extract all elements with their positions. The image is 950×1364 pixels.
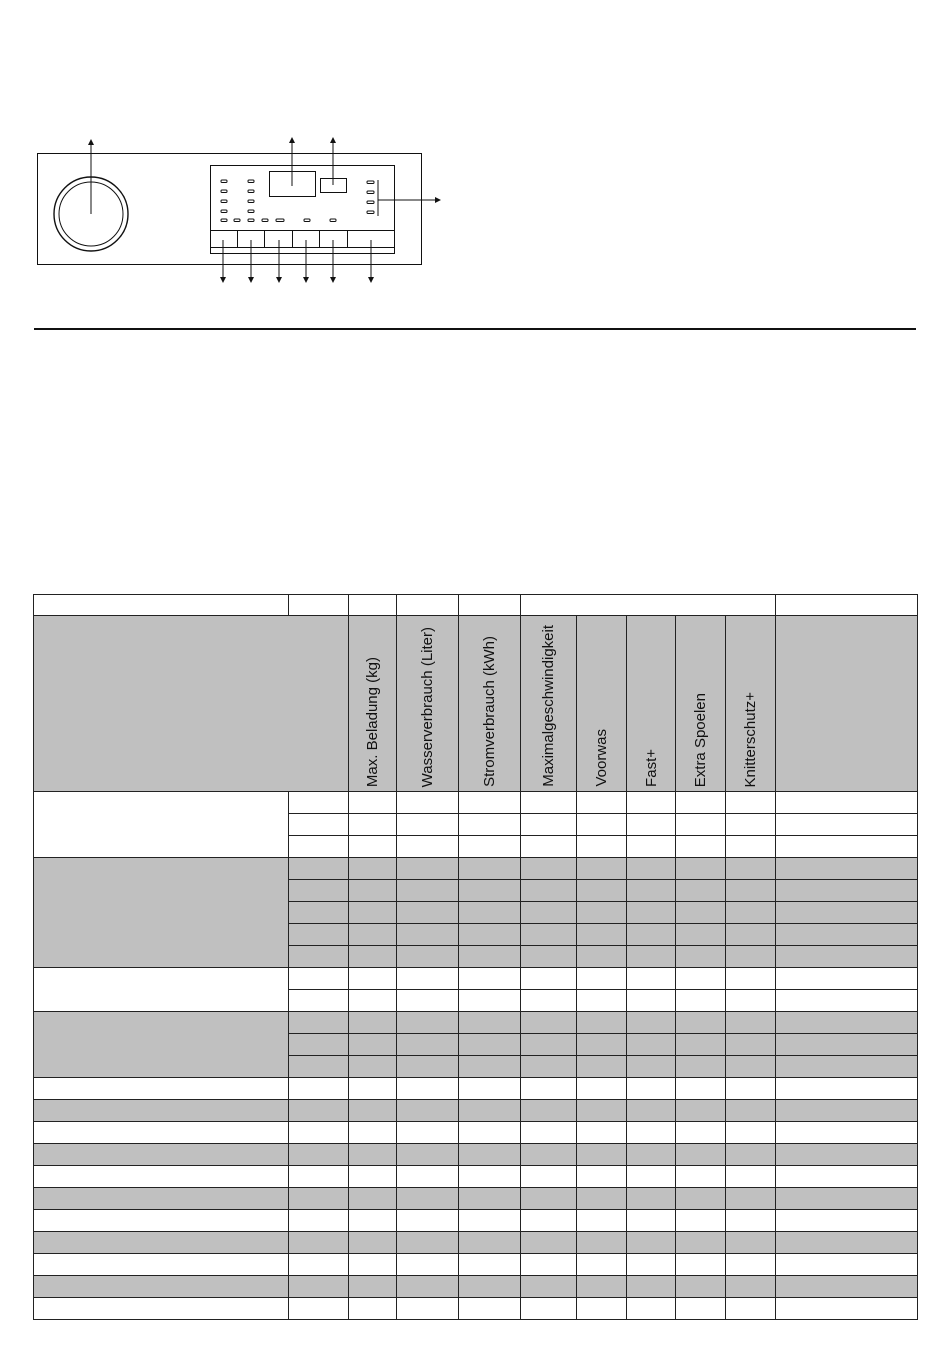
table-cell	[459, 1100, 521, 1122]
table-cell	[627, 1122, 676, 1144]
table-cell	[627, 968, 676, 990]
table-cell	[521, 1056, 577, 1078]
table-cell	[577, 814, 627, 836]
table-cell	[627, 792, 676, 814]
table-cell	[349, 792, 397, 814]
table-cell	[349, 1254, 397, 1276]
program-name-cell	[34, 1100, 289, 1122]
table-cell	[521, 1122, 577, 1144]
table-cell	[776, 1144, 918, 1166]
header-water: Wasserverbrauch (Liter)	[397, 616, 459, 792]
table-cell	[289, 792, 349, 814]
table-cell	[577, 1012, 627, 1034]
table-cell	[397, 1056, 459, 1078]
table-cell	[521, 880, 577, 902]
table-cell	[459, 1188, 521, 1210]
table-cell	[726, 1100, 776, 1122]
table-cell	[397, 1166, 459, 1188]
program-name-cell	[34, 1298, 289, 1320]
table-cell	[459, 946, 521, 968]
table-row	[34, 792, 918, 814]
table-cell	[397, 968, 459, 990]
table-cell	[349, 1188, 397, 1210]
table-cell	[577, 1298, 627, 1320]
table-cell	[349, 1166, 397, 1188]
table-cell	[577, 1100, 627, 1122]
table-cell	[349, 1122, 397, 1144]
table-cell	[397, 1144, 459, 1166]
table-cell	[459, 968, 521, 990]
table-cell	[627, 880, 676, 902]
table-cell	[397, 858, 459, 880]
program-name-cell	[34, 1210, 289, 1232]
program-name-cell	[34, 792, 289, 858]
table-cell	[726, 1012, 776, 1034]
table-cell	[676, 946, 726, 968]
table-cell	[676, 836, 726, 858]
table-row	[34, 1166, 918, 1188]
table-row	[34, 1188, 918, 1210]
table-cell	[726, 792, 776, 814]
table-cell	[349, 990, 397, 1012]
table-cell	[776, 990, 918, 1012]
table-cell	[289, 1210, 349, 1232]
table-cell	[676, 1144, 726, 1166]
table-cell	[289, 990, 349, 1012]
table-header-row	[34, 616, 918, 792]
table-row	[34, 1100, 918, 1122]
table-cell	[349, 836, 397, 858]
table-cell	[459, 990, 521, 1012]
table-cell	[676, 1166, 726, 1188]
table-cell	[627, 1166, 676, 1188]
table-cell	[776, 1210, 918, 1232]
table-cell	[289, 1232, 349, 1254]
table-cell	[397, 880, 459, 902]
table-cell	[577, 1078, 627, 1100]
table-cell	[627, 1298, 676, 1320]
table-cell	[349, 924, 397, 946]
table-cell	[349, 858, 397, 880]
table-cell	[289, 1078, 349, 1100]
table-cell	[627, 814, 676, 836]
table-row	[34, 1298, 918, 1320]
table-top-row	[34, 595, 918, 616]
table-row	[34, 968, 918, 990]
header-fast: Fast+	[627, 616, 676, 792]
table-cell	[521, 1078, 577, 1100]
table-cell	[726, 1298, 776, 1320]
table-cell	[776, 1188, 918, 1210]
section-divider	[34, 328, 916, 330]
table-cell	[521, 902, 577, 924]
table-cell	[459, 902, 521, 924]
table-cell	[397, 902, 459, 924]
table-cell	[627, 1276, 676, 1298]
table-cell	[577, 990, 627, 1012]
table-cell	[676, 1034, 726, 1056]
table-cell	[289, 1034, 349, 1056]
table-cell	[397, 1298, 459, 1320]
program-name-cell	[34, 1166, 289, 1188]
table-cell	[397, 1210, 459, 1232]
table-cell	[349, 1210, 397, 1232]
table-cell	[397, 1122, 459, 1144]
table-cell	[776, 1254, 918, 1276]
led-column-middle	[248, 180, 254, 222]
table-cell	[577, 1144, 627, 1166]
table-cell	[726, 1144, 776, 1166]
table-cell	[397, 1078, 459, 1100]
table-cell	[289, 1100, 349, 1122]
table-cell	[726, 1210, 776, 1232]
table-cell	[676, 814, 726, 836]
table-row	[34, 1122, 918, 1144]
table-cell	[627, 836, 676, 858]
table-cell	[577, 902, 627, 924]
table-cell	[459, 1144, 521, 1166]
table-cell	[726, 1188, 776, 1210]
table-cell	[521, 1100, 577, 1122]
table-cell	[577, 1276, 627, 1298]
table-cell	[776, 1166, 918, 1188]
table-cell	[726, 1276, 776, 1298]
program-name-cell	[34, 1254, 289, 1276]
table-cell	[676, 1122, 726, 1144]
table-row	[34, 1144, 918, 1166]
table-cell	[676, 1210, 726, 1232]
program-name-cell	[34, 1276, 289, 1298]
table-cell	[577, 1210, 627, 1232]
table-cell	[577, 1056, 627, 1078]
header-energy: Stromverbrauch (kWh)	[459, 616, 521, 792]
table-row	[34, 1254, 918, 1276]
table-cell	[776, 968, 918, 990]
program-name-cell	[34, 1078, 289, 1100]
table-cell	[726, 1056, 776, 1078]
table-cell	[349, 1144, 397, 1166]
table-cell	[349, 1056, 397, 1078]
table-cell	[521, 1166, 577, 1188]
table-cell	[521, 792, 577, 814]
table-cell	[726, 1232, 776, 1254]
table-cell	[676, 924, 726, 946]
table-cell	[726, 968, 776, 990]
table-cell	[776, 1232, 918, 1254]
display-frame	[211, 166, 395, 254]
table-cell	[776, 1100, 918, 1122]
table-cell	[676, 1100, 726, 1122]
table-cell	[521, 946, 577, 968]
table-cell	[459, 924, 521, 946]
table-cell	[627, 990, 676, 1012]
table-cell	[627, 924, 676, 946]
table-cell	[349, 1298, 397, 1320]
table-cell	[521, 1144, 577, 1166]
table-cell	[397, 1034, 459, 1056]
table-cell	[726, 946, 776, 968]
table-cell	[521, 968, 577, 990]
table-cell	[521, 1276, 577, 1298]
program-name-cell	[34, 1012, 289, 1078]
table-row	[34, 1232, 918, 1254]
table-cell	[289, 858, 349, 880]
table-cell	[676, 1232, 726, 1254]
table-cell	[397, 1012, 459, 1034]
table-cell	[577, 858, 627, 880]
table-cell	[289, 880, 349, 902]
table-cell	[349, 902, 397, 924]
table-cell	[726, 902, 776, 924]
table-cell	[459, 1298, 521, 1320]
table-cell	[289, 1276, 349, 1298]
header-max-load: Max. Beladung (kg)	[349, 616, 397, 792]
table-cell	[397, 990, 459, 1012]
table-cell	[627, 858, 676, 880]
table-cell	[289, 1188, 349, 1210]
table-cell	[521, 924, 577, 946]
table-row	[34, 1210, 918, 1232]
table-cell	[577, 968, 627, 990]
table-cell	[577, 1232, 627, 1254]
table-cell	[577, 792, 627, 814]
table-cell	[289, 1012, 349, 1034]
table-cell	[459, 1012, 521, 1034]
program-name-cell	[34, 968, 289, 1012]
table-cell	[627, 1254, 676, 1276]
table-cell	[289, 1166, 349, 1188]
table-cell	[397, 1276, 459, 1298]
table-cell	[776, 792, 918, 814]
table-cell	[726, 858, 776, 880]
header-anti-crease: Knitterschutz+	[726, 616, 776, 792]
table-cell	[776, 1056, 918, 1078]
table-row	[34, 1078, 918, 1100]
table-row	[34, 858, 918, 880]
table-cell	[521, 814, 577, 836]
table-cell	[577, 946, 627, 968]
table-cell	[627, 1232, 676, 1254]
table-cell	[459, 1254, 521, 1276]
table-cell	[521, 1298, 577, 1320]
table-cell	[676, 1254, 726, 1276]
table-cell	[349, 814, 397, 836]
table-cell	[776, 858, 918, 880]
table-cell	[289, 946, 349, 968]
table-cell	[289, 968, 349, 990]
table-cell	[459, 792, 521, 814]
table-cell	[627, 1144, 676, 1166]
table-cell	[397, 792, 459, 814]
table-cell	[577, 1254, 627, 1276]
table-cell	[577, 1166, 627, 1188]
table-cell	[349, 1100, 397, 1122]
table-cell	[349, 880, 397, 902]
table-cell	[397, 1188, 459, 1210]
table-cell	[627, 1100, 676, 1122]
table-cell	[521, 1012, 577, 1034]
table-cell	[676, 968, 726, 990]
program-name-cell	[34, 858, 289, 968]
table-cell	[289, 1056, 349, 1078]
table-cell	[459, 1056, 521, 1078]
table-cell	[676, 1012, 726, 1034]
table-cell	[577, 836, 627, 858]
table-cell	[459, 1034, 521, 1056]
led-column-right	[367, 181, 374, 214]
table-cell	[349, 1012, 397, 1034]
table-cell	[726, 990, 776, 1012]
table-cell	[397, 1232, 459, 1254]
table-cell	[726, 1166, 776, 1188]
table-cell	[289, 1144, 349, 1166]
table-cell	[776, 814, 918, 836]
table-cell	[289, 902, 349, 924]
table-cell	[521, 990, 577, 1012]
program-name-cell	[34, 1144, 289, 1166]
table-cell	[627, 1078, 676, 1100]
table-cell	[459, 1122, 521, 1144]
header-prewash: Voorwas	[577, 616, 627, 792]
table-cell	[521, 858, 577, 880]
table-cell	[726, 880, 776, 902]
table-cell	[459, 880, 521, 902]
table-cell	[397, 1100, 459, 1122]
table-cell	[349, 946, 397, 968]
table-cell	[676, 1078, 726, 1100]
table-cell	[776, 880, 918, 902]
program-name-cell	[34, 1122, 289, 1144]
table-cell	[459, 858, 521, 880]
table-cell	[776, 1276, 918, 1298]
header-extra-rinse: Extra Spoelen	[676, 616, 726, 792]
table-cell	[521, 1232, 577, 1254]
table-cell	[776, 1034, 918, 1056]
table-cell	[776, 902, 918, 924]
table-cell	[676, 858, 726, 880]
table-cell	[521, 1034, 577, 1056]
led-column-left	[221, 180, 227, 222]
control-panel-diagram	[0, 0, 950, 320]
table-cell	[577, 1122, 627, 1144]
table-cell	[521, 1210, 577, 1232]
table-cell	[676, 1188, 726, 1210]
table-cell	[459, 1078, 521, 1100]
table-cell	[726, 1078, 776, 1100]
program-name-cell	[34, 1232, 289, 1254]
table-cell	[349, 1034, 397, 1056]
table-cell	[676, 902, 726, 924]
table-cell	[726, 1034, 776, 1056]
table-cell	[726, 1122, 776, 1144]
table-cell	[289, 836, 349, 858]
table-cell	[776, 1012, 918, 1034]
table-cell	[349, 968, 397, 990]
table-cell	[676, 1276, 726, 1298]
table-cell	[397, 924, 459, 946]
table-cell	[726, 814, 776, 836]
table-cell	[459, 1276, 521, 1298]
header-max-speed: Maximalgeschwindigkeit	[521, 616, 577, 792]
table-cell	[676, 792, 726, 814]
table-cell	[459, 1166, 521, 1188]
table-cell	[676, 1298, 726, 1320]
table-cell	[776, 1078, 918, 1100]
table-cell	[726, 1254, 776, 1276]
table-cell	[349, 1232, 397, 1254]
table-cell	[459, 1210, 521, 1232]
table-cell	[676, 1056, 726, 1078]
table-cell	[627, 946, 676, 968]
table-cell	[521, 1188, 577, 1210]
table-cell	[776, 1298, 918, 1320]
table-row	[34, 1012, 918, 1034]
table-cell	[349, 1078, 397, 1100]
table-cell	[289, 1122, 349, 1144]
table-cell	[776, 1122, 918, 1144]
table-cell	[627, 1056, 676, 1078]
program-table	[33, 594, 918, 1320]
table-cell	[289, 1298, 349, 1320]
table-cell	[627, 1188, 676, 1210]
header-program-cell	[34, 616, 349, 792]
table-cell	[521, 836, 577, 858]
header-last	[776, 616, 918, 792]
table-cell	[459, 836, 521, 858]
table-cell	[521, 1254, 577, 1276]
table-cell	[776, 946, 918, 968]
table-row	[34, 1276, 918, 1298]
table-cell	[776, 836, 918, 858]
table-cell	[289, 924, 349, 946]
table-cell	[289, 1254, 349, 1276]
button-row	[211, 231, 395, 248]
table-cell	[459, 814, 521, 836]
table-cell	[627, 902, 676, 924]
table-cell	[776, 924, 918, 946]
table-cell	[577, 880, 627, 902]
table-cell	[627, 1034, 676, 1056]
table-cell	[676, 880, 726, 902]
table-cell	[577, 924, 627, 946]
table-cell	[676, 990, 726, 1012]
table-cell	[397, 1254, 459, 1276]
table-cell	[627, 1210, 676, 1232]
table-cell	[397, 836, 459, 858]
table-cell	[459, 1232, 521, 1254]
table-cell	[289, 814, 349, 836]
program-name-cell	[34, 1188, 289, 1210]
table-cell	[726, 924, 776, 946]
table-cell	[627, 1012, 676, 1034]
table-cell	[726, 836, 776, 858]
table-cell	[397, 946, 459, 968]
table-cell	[397, 814, 459, 836]
table-cell	[349, 1276, 397, 1298]
table-cell	[577, 1034, 627, 1056]
table-cell	[577, 1188, 627, 1210]
